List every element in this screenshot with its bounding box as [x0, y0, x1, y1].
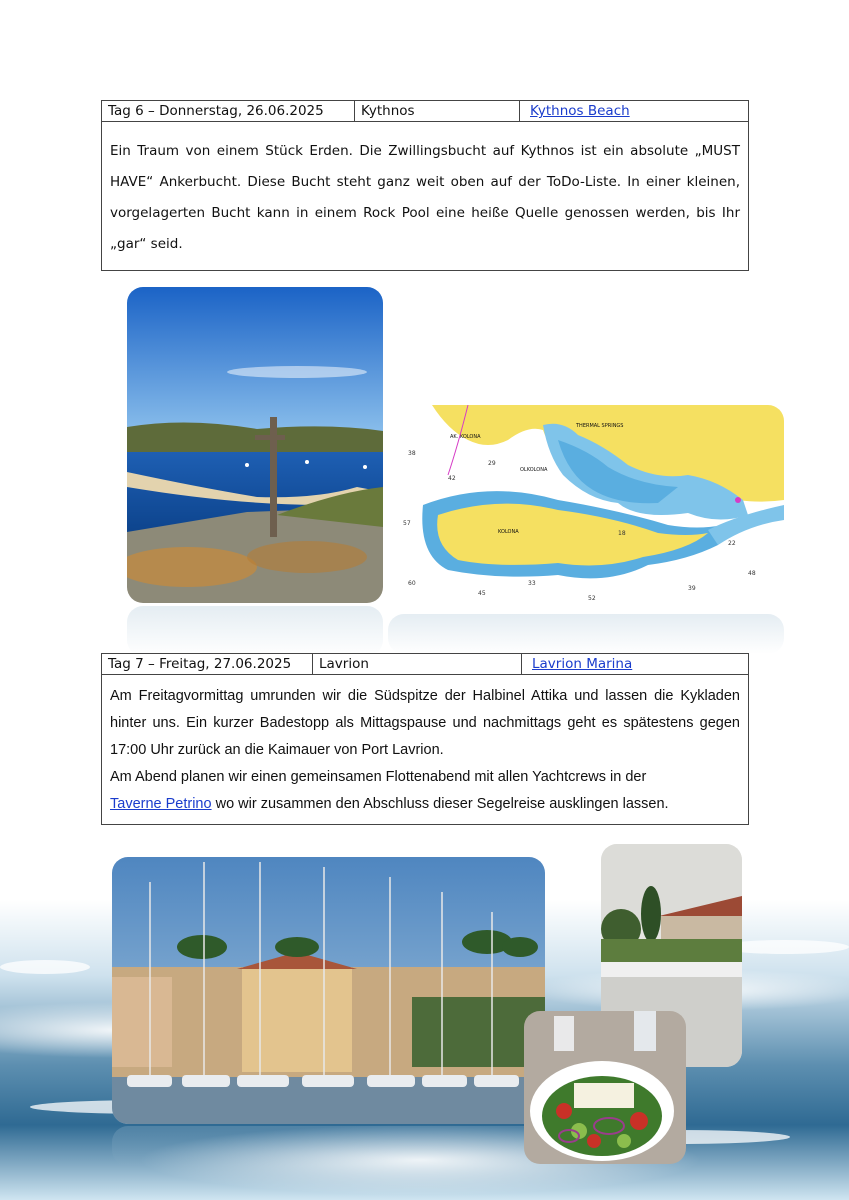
- day6-description: Ein Traum von einem Stück Erden. Die Zwillingsbucht auf Kythnos ist ein absolute „MUST HAVE“ Ankerbucht. Diese Bucht steht ganz weit oben auf der ToDo-Liste. In einer kleinen, vorgelagerten Bucht kann in einem Rock Pool eine heiße Quelle genossen werden, bis Ihr „gar“ seid.: [102, 122, 749, 271]
- svg-text:52: 52: [588, 595, 596, 602]
- day7-paragraph-2-post: wo wir zusammen den Abschluss dieser Segelreise ausklingen lassen.: [211, 796, 669, 812]
- chart-label-loutra: OLKOLONA: [520, 467, 548, 473]
- kythnos-nautical-chart: [388, 405, 784, 611]
- svg-text:18: 18: [618, 530, 626, 537]
- day7-paragraph-1: Am Freitagvormittag umrunden wir die Südspitze der Halbinel Attika und lassen die Kykladen hinter uns. Ein kurzer Badestopp als Mittagspause und nachmittags geht es spätestens gegen 17:00 Uhr zurück an die Kaimauer von Port Lavrion.: [110, 688, 740, 758]
- svg-text:33: 33: [528, 580, 536, 587]
- day7-description: [102, 675, 749, 825]
- svg-text:57: 57: [403, 520, 411, 527]
- svg-text:48: 48: [748, 570, 756, 577]
- day6-place: Kythnos: [355, 101, 520, 122]
- chart-reflection: [388, 614, 784, 654]
- svg-text:29: 29: [488, 460, 496, 467]
- svg-text:39: 39: [688, 585, 696, 592]
- greek-salad-photo: [524, 1011, 686, 1164]
- day6-link[interactable]: Kythnos Beach: [530, 103, 630, 119]
- day7-link-cell: [522, 654, 749, 675]
- chart-label-thermal: THERMAL SPRINGS: [576, 423, 624, 429]
- kythnos-beach-photo: [127, 287, 383, 603]
- svg-text:45: 45: [478, 590, 486, 597]
- day6-table: [101, 100, 749, 271]
- day7-paragraph-2: [110, 764, 740, 818]
- taverne-petrino-link[interactable]: Taverne Petrino: [110, 796, 212, 812]
- day7-place: Lavrion: [313, 654, 522, 675]
- svg-text:22: 22: [728, 540, 736, 547]
- svg-text:38: 38: [408, 450, 416, 457]
- svg-text:42: 42: [448, 475, 456, 482]
- day7-table: [101, 653, 749, 825]
- lavrion-marina-photo: [112, 857, 545, 1124]
- svg-text:60: 60: [408, 580, 416, 587]
- day7-link[interactable]: Lavrion Marina: [532, 656, 633, 672]
- day6-link-cell: [520, 101, 749, 122]
- marina-reflection: [112, 1126, 545, 1166]
- day6-date: Tag 6 – Donnerstag, 26.06.2025: [102, 101, 355, 122]
- chart-label-cape: AK. KOLONA: [450, 434, 481, 440]
- chart-label-kolona: KOLONA: [498, 529, 519, 535]
- day7-paragraph-2-pre: Am Abend planen wir einen gemeinsamen Flottenabend mit allen Yachtcrews in der: [110, 769, 647, 785]
- day7-date: Tag 7 – Freitag, 27.06.2025: [102, 654, 313, 675]
- kythnos-beach-reflection: [127, 606, 383, 656]
